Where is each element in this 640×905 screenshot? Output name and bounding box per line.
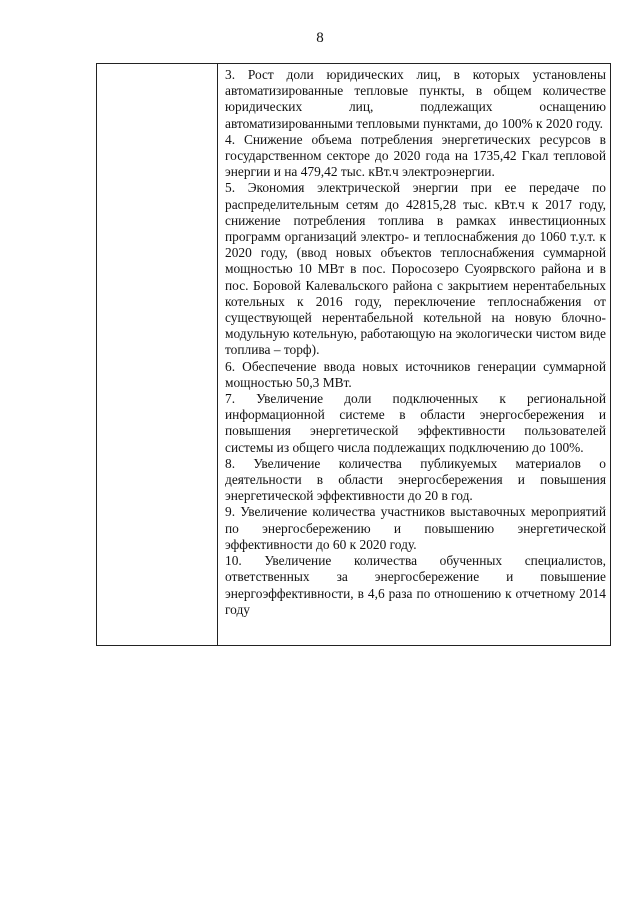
list-item: 6. Обеспечение ввода новых источников генерации суммарной мощностью 50,3 МВт. (225, 358, 606, 390)
table-right-cell (225, 67, 606, 618)
list-item: 7. Увеличение доли подключенных к региональной информационной системе в области энергосбережения и повышения энергетической эффективности пользователей системы из общего числа подлежащих подключению до 100%. (225, 391, 606, 455)
list-item: 5. Экономия электрической энергии при ее передаче по распределительным сетям до 42815,28 тыс. кВт.ч к 2017 году, снижение потребления топлива в рамках инвестиционных программ организаций электро- и теплоснабжения до 1060 т.у.т. к 2020 году, (ввод новых объектов теплоснабжения суммарной мощностью 10 МВт в пос. Поросозеро Суоярвского района и в пос. Боровой Калевальского района с закрытием нерентабельных котельных к 2016 году, переключение теплоснабжения от существующей нерентабельной котельной на новую блочно-модульную котельную, работающую на экологически чистом виде топлива – торф). (225, 180, 606, 358)
list-item: 9. Увеличение количества участников выставочных мероприятий по энергосбережению и повышению энергетической эффективности до 60 к 2020 году. (225, 504, 606, 552)
list-item: 10. Увеличение количества обученных специалистов, ответственных за энергосбережение и повышение энергоэффективности, в 4,6 раза по отношению к отчетному 2014 году (225, 553, 606, 617)
page-number: 8 (316, 30, 324, 46)
list-item: 3. Рост доли юридических лиц, в которых установлены автоматизированные тепловые пункты, в общем количестве юридических лиц, подлежащих оснащению автоматизированными тепловыми пунктами, до 100% к 2020 году. (225, 67, 606, 131)
list-item: 4. Снижение объема потребления энергетических ресурсов в государственном секторе до 2020 года на 1735,42 Гкал тепловой энергии и на 479,42 тыс. кВт.ч электроэнергии. (225, 131, 606, 180)
table-left-cell (97, 64, 218, 645)
list-item: 8. Увеличение количества публикуемых материалов о деятельности в области энергосбережения и повышения энергетической эффективности до 20 в год. (225, 455, 606, 504)
indicators-table (96, 63, 611, 646)
